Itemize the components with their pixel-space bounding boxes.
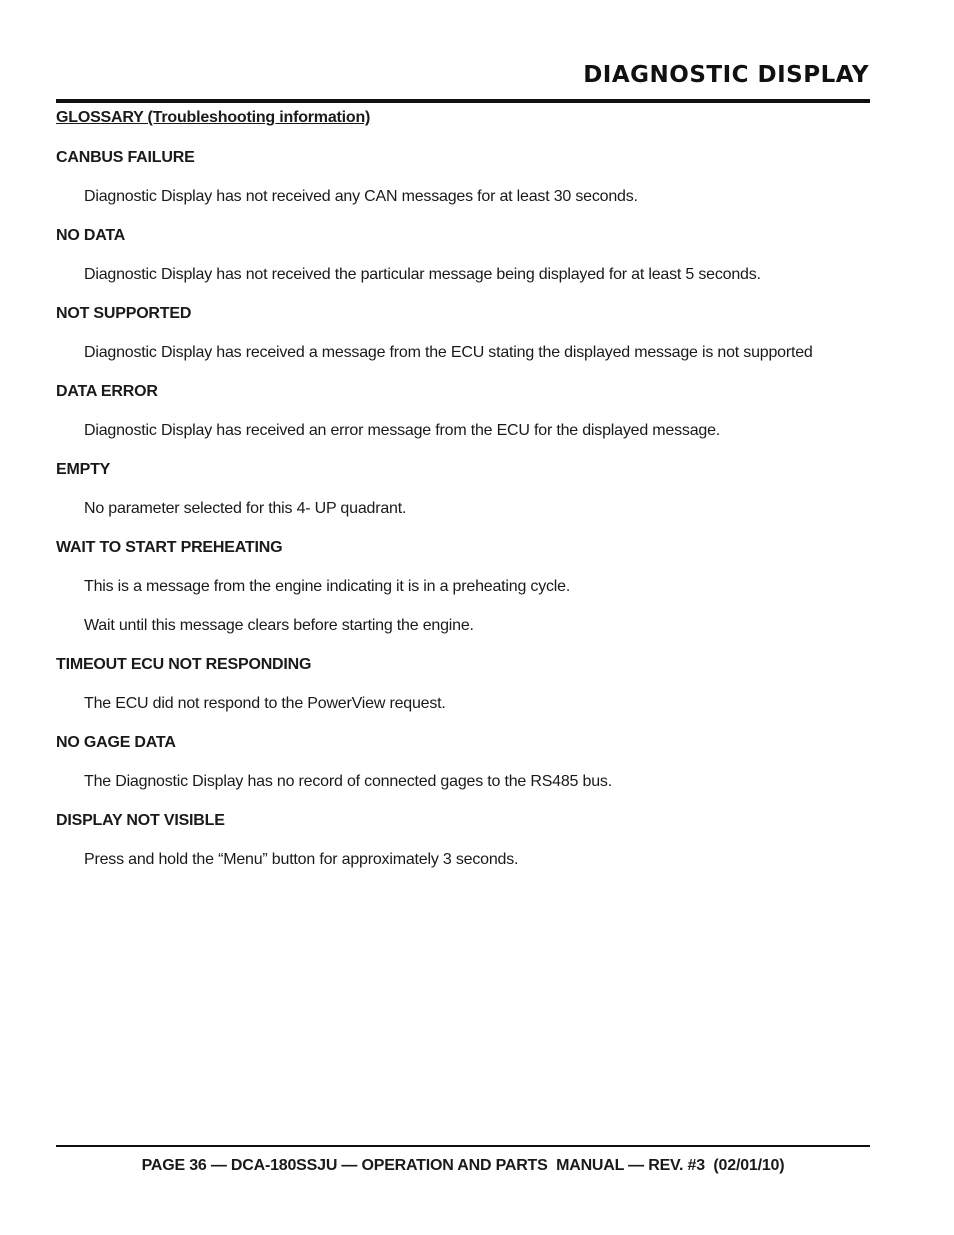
entry-term: NOT SUPPORTED [56, 305, 192, 322]
entry-term: NO GAGE DATA [56, 734, 176, 751]
entry-term: NO DATA [56, 227, 126, 244]
title-divider [56, 99, 870, 103]
glossary-list [56, 148, 856, 889]
page-title: DIAGNOSTIC DISPLAY [583, 62, 869, 88]
entry-description: The Diagnostic Display has no record of connected gages to the RS485 bus. [84, 773, 612, 790]
glossary-entry-canbus-failure [56, 148, 856, 207]
entry-term: CANBUS FAILURE [56, 149, 195, 166]
glossary-entry-empty [56, 460, 856, 519]
page-footer: PAGE 36 — DCA-180SSJU — OPERATION AND PARTS MANUAL — REV. #3 (02/01/10) [141, 1157, 785, 1174]
entry-term: WAIT TO START PREHEATING [56, 539, 283, 556]
glossary-entry-not-supported [56, 304, 856, 363]
entry-term: DISPLAY NOT VISIBLE [56, 812, 225, 829]
glossary-heading: GLOSSARY (Troubleshooting information) [56, 109, 371, 126]
entry-term: EMPTY [56, 461, 111, 478]
glossary-entry-no-gage-data [56, 733, 856, 792]
entry-description: The ECU did not respond to the PowerView request. [84, 695, 446, 712]
entry-description: Diagnostic Display has received an error message from the ECU for the displayed message. [84, 422, 721, 439]
glossary-entry-wait-to-start-preheating [56, 538, 856, 636]
entry-term: DATA ERROR [56, 383, 158, 400]
entry-description: Diagnostic Display has not received any CAN messages for at least 30 seconds. [84, 188, 638, 205]
glossary-entry-timeout-ecu-not-responding [56, 655, 856, 714]
glossary-entry-data-error [56, 382, 856, 441]
entry-description: Diagnostic Display has received a message from the ECU stating the displayed message is not supported [84, 344, 813, 361]
entry-description: Diagnostic Display has not received the particular message being displayed for at least 5 seconds. [84, 266, 761, 283]
footer-divider [56, 1145, 870, 1147]
entry-description: Press and hold the “Menu” button for approximately 3 seconds. [84, 851, 519, 868]
glossary-entry-display-not-visible [56, 811, 856, 870]
entry-description: No parameter selected for this 4- UP quadrant. [84, 500, 407, 517]
glossary-entry-no-data [56, 226, 856, 285]
entry-description: This is a message from the engine indicating it is in a preheating cycle. [84, 578, 571, 595]
entry-term: TIMEOUT ECU NOT RESPONDING [56, 656, 312, 673]
entry-description: Wait until this message clears before starting the engine. [84, 617, 474, 634]
